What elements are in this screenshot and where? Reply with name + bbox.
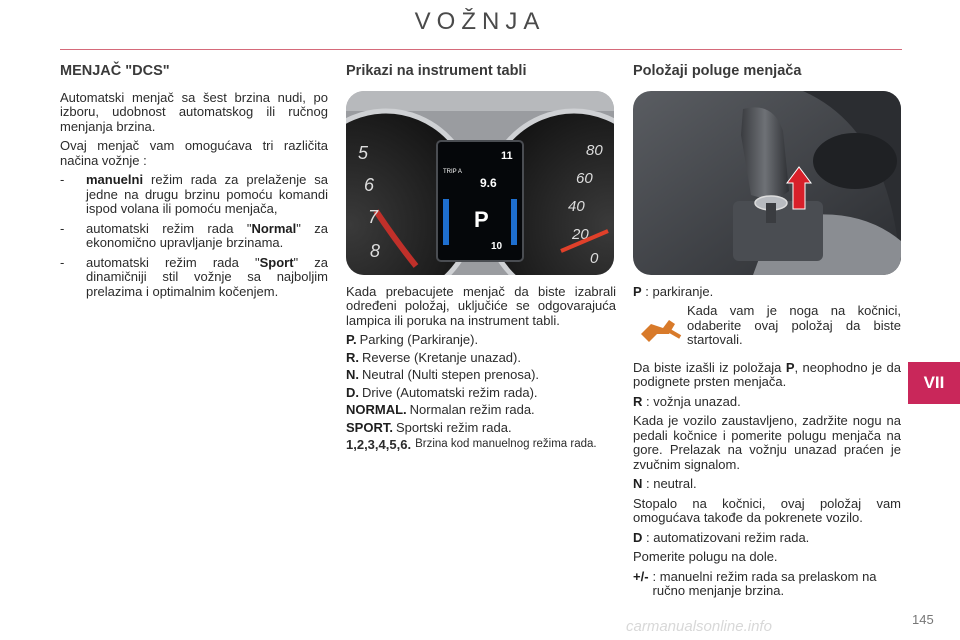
def-d: D. Drive (Automatski režim rada).	[346, 384, 538, 400]
cluster-temp: 10	[491, 240, 503, 252]
speed-tick: 20	[572, 225, 589, 243]
column-dcs	[60, 64, 328, 304]
def-normal: NORMAL. Normalan režim rada.	[346, 402, 535, 417]
cluster-range: 11	[501, 149, 513, 162]
d-position: D : automatizovani režim rada.	[633, 529, 810, 545]
brake-warning	[633, 304, 901, 353]
speed-tick: 60	[576, 169, 593, 187]
def-sport: SPORT. Sportski režim rada.	[346, 419, 512, 435]
list-item: - automatski režim rada "Normal" za ekonomično upravljanje brzinama.	[60, 220, 328, 250]
r-text: Kada je vozilo zaustavljeno, zadržite nogu na pedali kočnice i pomerite polugu menjača na gore. Prelazak na vožnju unazad praćen je zvučnim signalom.	[633, 413, 901, 472]
def-p: P. Parking (Parkiranje).	[346, 332, 479, 347]
section-tab[interactable]: VII	[908, 362, 960, 404]
instrument-heading: Prikazi na instrument tabli	[346, 63, 527, 79]
rpm-tick: 7	[368, 206, 379, 227]
rpm-tick: 6	[364, 174, 375, 195]
warning-text: Kada vam je noga na kočnici, odaberite ovaj položaj da biste startovali.	[687, 303, 901, 347]
def-n: N. Neutral (Nulti stepen prenosa).	[346, 367, 540, 382]
page-title: VOŽNJA	[414, 8, 546, 35]
speed-tick: 0	[590, 249, 599, 267]
instrument-intro: Kada prebacujete menjač da biste izabrali određeni položaj, uključiće se odgovarajuća lampica ili poruka na instrument tabli.	[346, 283, 616, 328]
rpm-tick: 5	[358, 142, 369, 163]
d-text: Pomerite polugu na dole.	[633, 549, 778, 564]
dcs-intro: Automatski menjač sa šest brzina nudi, po izboru, udobnost automatskog ili ručnog menjanja brzina.	[60, 89, 328, 134]
instrument-cluster-image	[346, 91, 614, 275]
dcs-modes-intro: Ovaj menjač vam omogućava tri različita načina vožnje :	[60, 138, 328, 168]
dcs-heading: MENJAČ "DCS"	[60, 63, 170, 79]
def-gears: 1,2,3,4,5,6. Brzina kod manuelnog režima rada.	[346, 437, 597, 452]
list-item: - manuelni režim rada za prelaženje sa jedne na drugu brzinu pomoću komandi ispod volana ili pomoću menjača,	[60, 172, 328, 216]
list-item: - automatski režim rada "Sport" za dinamičniji stil vožnje sa najboljim prelazima i optimalnim kočenjem.	[60, 254, 328, 299]
cluster-gear: P	[474, 206, 489, 232]
mode-list	[60, 173, 328, 299]
page-number: 145	[912, 612, 934, 627]
gear-lever-image	[633, 91, 901, 275]
speed-tick: 80	[586, 141, 603, 159]
lever-heading: Položaji poluge menjača	[633, 63, 802, 79]
exit-p-text: Da biste izašli iz položaja P, neophodno je da podignete prsten menjača.	[633, 359, 901, 389]
manual-position: +/- : manuelni režim rada sa prelaskom na ručno menjanje brzina.	[633, 568, 877, 598]
n-position: N : neutral.	[633, 476, 697, 491]
def-r: R. Reverse (Kretanje unazad).	[346, 349, 521, 365]
column-lever	[633, 64, 901, 599]
cluster-trip-label: TRIP A	[443, 168, 462, 175]
p-position: P : parkiranje.	[633, 283, 714, 299]
rpm-tick: 8	[370, 240, 381, 261]
title-divider	[60, 49, 902, 50]
column-instrument	[346, 64, 616, 453]
r-position: R : vožnja unazad.	[633, 393, 741, 409]
n-text: Stopalo na kočnici, ovaj položaj vam omogućava takođe da pokrenete vozilo.	[633, 495, 901, 525]
foot-brake-icon	[633, 304, 687, 352]
cluster-trip: 9.6	[480, 175, 497, 190]
speed-tick: 40	[568, 197, 585, 215]
watermark: carmanualsonline.info	[626, 618, 772, 635]
